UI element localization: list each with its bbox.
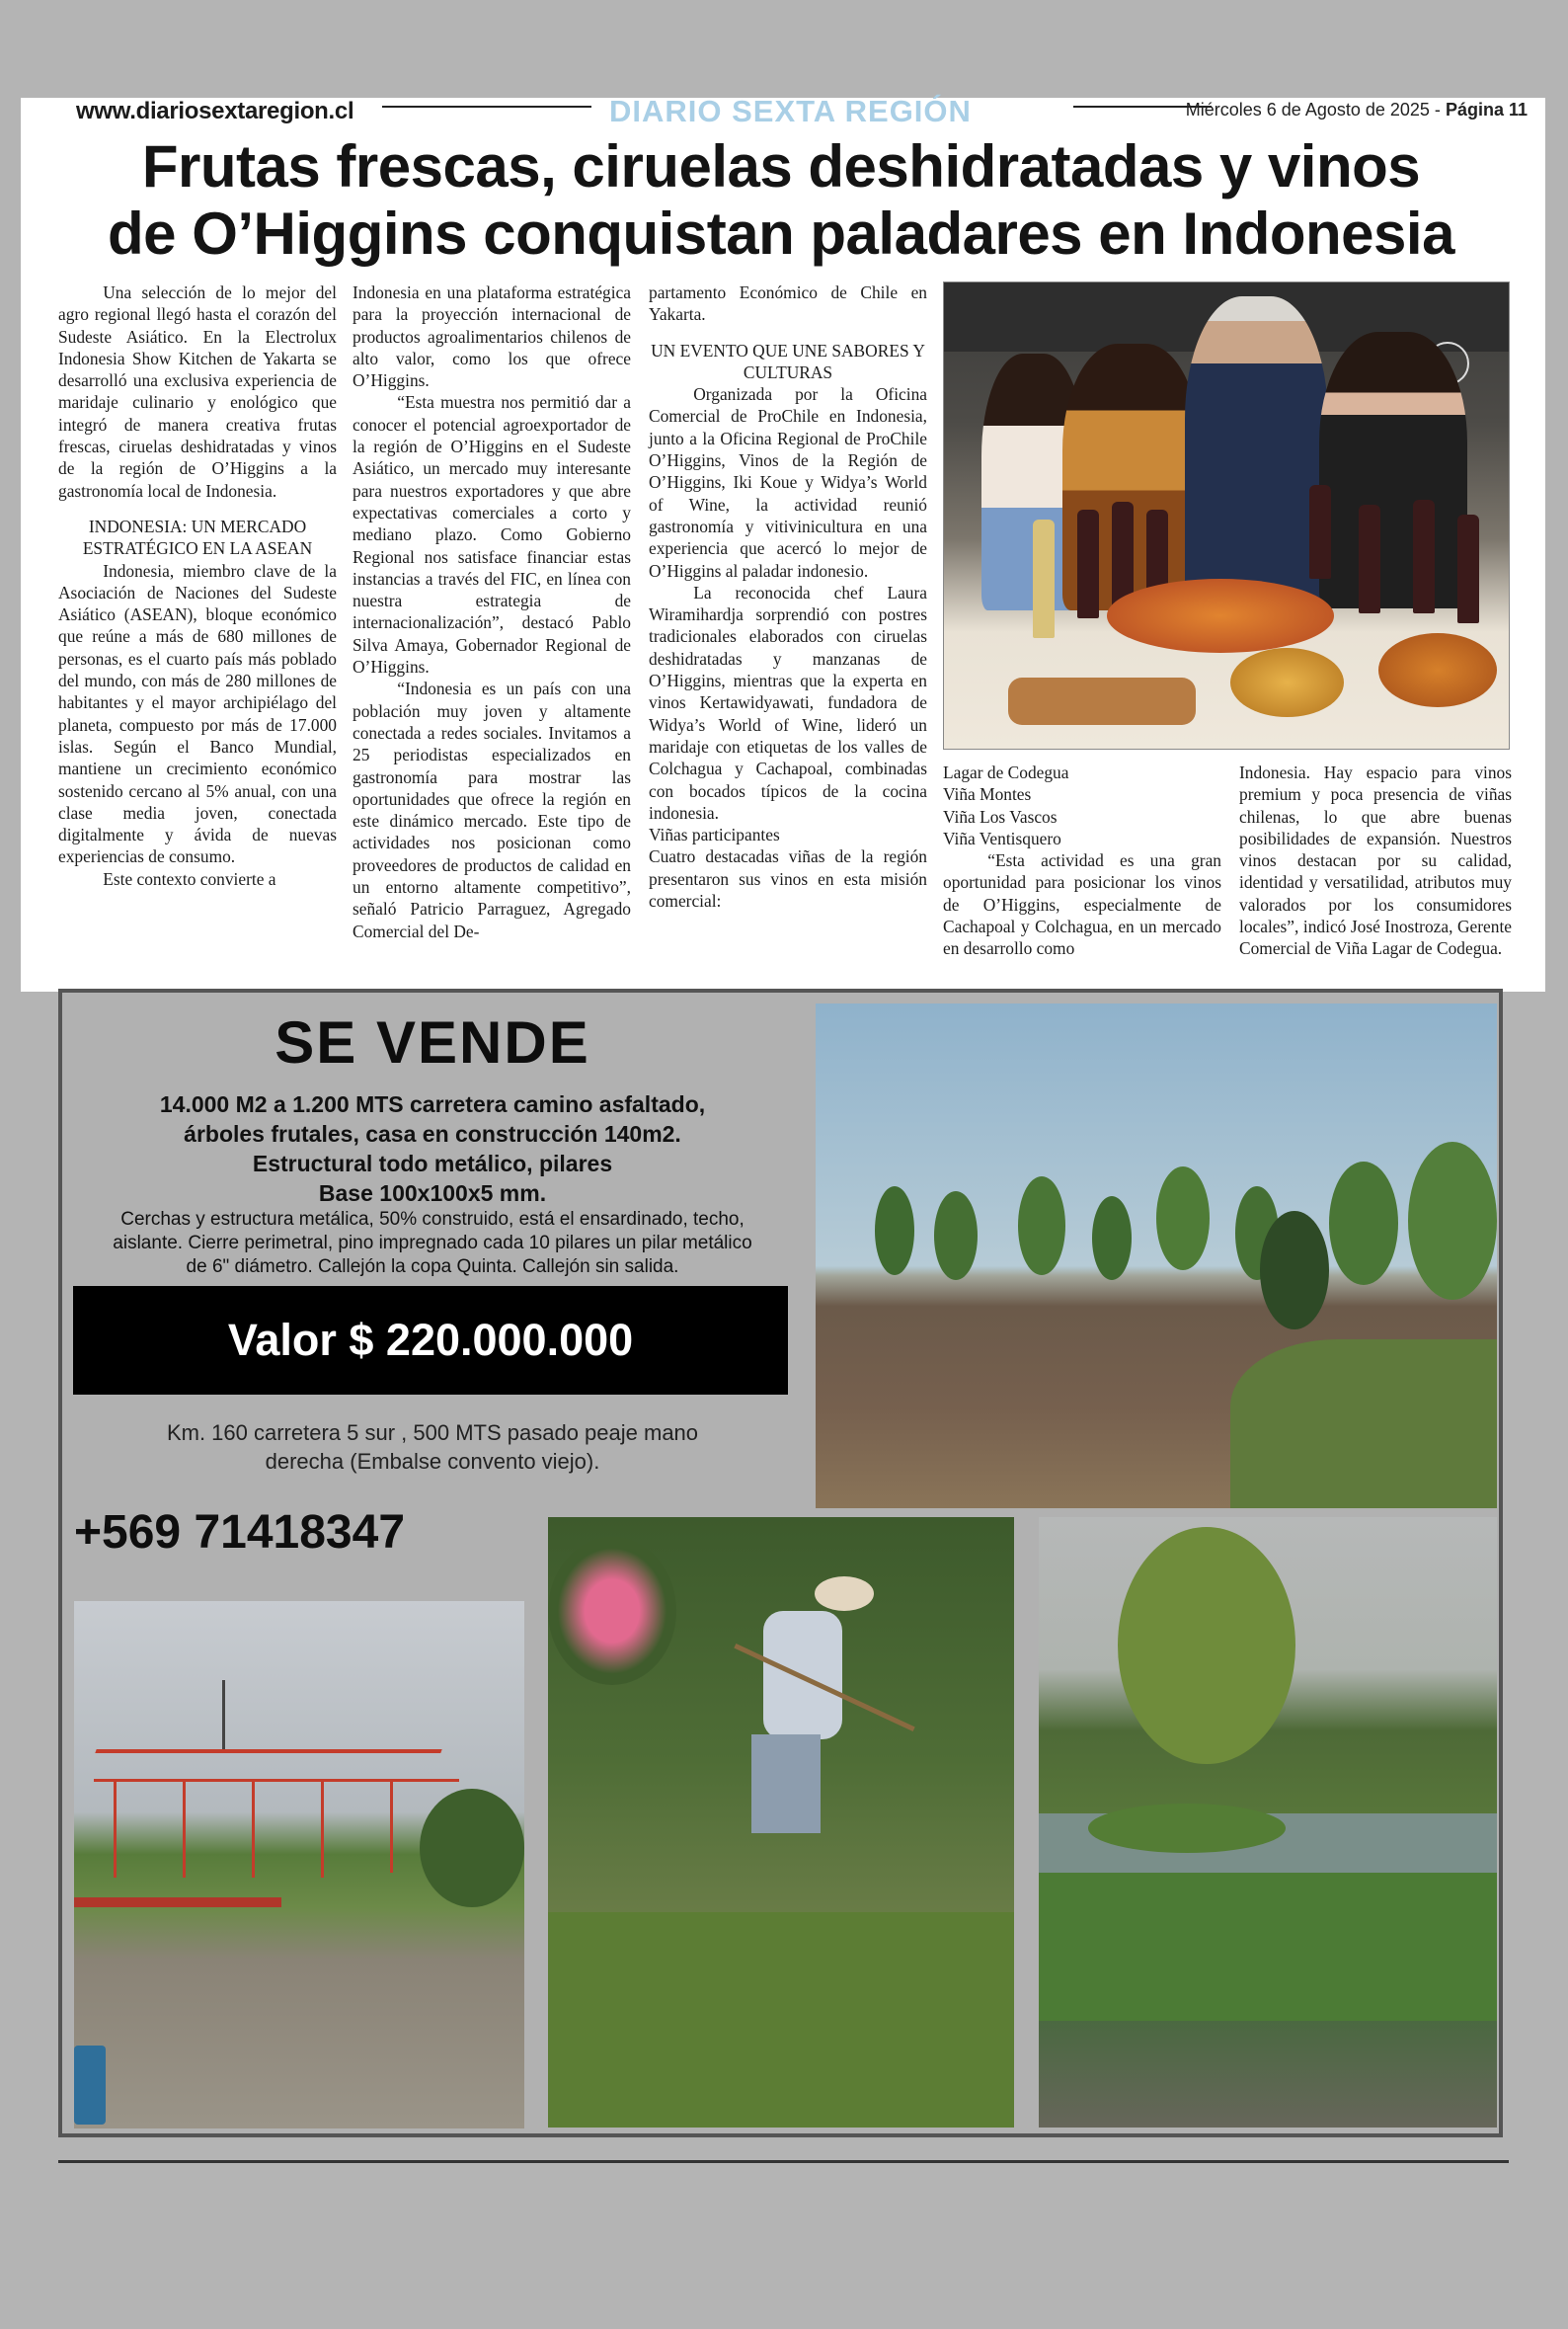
paragraph: Indonesia, miembro clave de la Asociación de Naciones del Sudeste Asiático (ASEAN), bloque económico que reúne a más de 680 millones de personas, es el cuarto país más poblado del mundo, con más de 280 millones de habitantes y el mayor archipiélago del planeta, compuesto por más de 17.000 islas. Según el Banco Mundial, mantiene un crecimiento económico sostenido cercano al 5% anual, con una clase media joven, conectada digitalmente y ávida de nuevas experiencias de consumo. [58,560,337,867]
price-box: Valor $ 220.000.000 [73,1286,788,1395]
ad-title: SE VENDE [274,1009,590,1076]
paragraph: La reconocida chef Laura Wiramihardja sorprendió con postres tradicionales elaborados con ciruelas deshidratadas y manzanas de O’Higgins, mientras que la experta en vinos Kertawidyawati, fundadora de Widya’s World of Wine, lideró un maridaje con etiquetas de los valles de Colchagua y Cachapoal, combinadas con bocados típicos de la cocina indonesia. [649,582,927,823]
masthead [56,94,1528,137]
paragraph: Cuatro destacadas viñas de la región presentaron sus vinos en esta misión comercial: [649,846,927,912]
ad-location-line: Km. 160 carretera 5 sur , 500 MTS pasado peaje mano [166,1420,699,1445]
ad-description-line: árboles frutales, casa en construcción 140m2. [184,1121,681,1147]
paragraph: “Esta actividad es una gran oportunidad para posicionar los vinos de O’Higgins, especialmente de Cachapoal y Colchagua, en un mercado en desarrollo como [943,850,1221,959]
issue-date [1186,100,1528,120]
ad-description [62,1089,803,1208]
field-photo [816,1004,1497,1508]
article-column-4 [943,762,1221,960]
paragraph: Organizada por la Oficina Comercial de ProChile en Indonesia, junto a la Oficina Regional de ProChile O’Higgins, Vinos de la Región de O’Higgins, Iki Koue y Widya’s World of Wine, la actividad reunió gastronomía y vitivinicultura en una experiencia que acercó lo mejor de O’Higgins al paladar indonesio. [649,384,927,581]
paragraph: Una selección de lo mejor del agro regional llegó hasta el corazón del Sudeste Asiático. En la Electrolux Indonesia Show Kitchen de Yakarta se desarrolló una exclusiva experiencia de maridaje culinario y enológico que integró de manera creativa frutas frescas, ciruelas deshidratadas y vinos de la región de O’Higgins a la gastronomía local de Indonesia. [58,282,337,501]
page-number: Página 11 [1445,100,1528,120]
newspaper-brand: DIARIO SEXTA REGIÓN [609,94,972,128]
ad-description-line: Estructural todo metálico, pilares [252,1151,613,1176]
article-column-1 [58,281,337,890]
ad-details [62,1208,803,1279]
article-headline [60,133,1502,268]
newspaper-page [21,94,1545,992]
pond-garden-photo [1039,1517,1497,2128]
subheading: INDONESIA: UN MERCADO ESTRATÉGICO EN LA ASEAN [82,516,313,559]
subheading: UN EVENTO QUE UNE SABORES Y CULTURAS [651,340,925,382]
article-column-2 [353,281,631,942]
article-column-3 [649,281,927,912]
winery-item: Viña Montes [943,784,1032,805]
headline-line-1: Frutas frescas, ciruelas deshidratadas y vinos [141,133,1421,200]
ad-description-line: Base 100x100x5 mm. [318,1180,547,1206]
paragraph: Este contexto convierte a [103,868,276,889]
article-photo [943,281,1510,750]
ad-detail-line: Cerchas y estructura metálica, 50% construido, está el ensardinado, techo, [120,1209,745,1230]
winery-item: Viña Los Vascos [943,806,1058,827]
page-divider [58,2160,1509,2163]
issue-date-text: Miércoles 6 de Agosto de 2025 - [1185,100,1446,120]
ad-detail-line: aislante. Cierre perimetral, pino impregnado cada 10 pilares un pilar metálico [113,1233,752,1253]
paragraph: “Indonesia es un país con una población muy joven y altamente conectada a redes sociales. Invitamos a 25 periodistas especializados en gastronomía para mostrar las oportunidades que ofrece la región en este dinámico mercado. Este tipo de actividades nos posicionan como proveedores de productos de calidad en un entorno altamente competitivo”, señaló Patricio Parraguez, Agregado Comercial del De- [353,679,631,941]
paragraph: Indonesia. Hay espacio para vinos premium y poca presencia de viñas chilenas, lo que abre buenas posibilidades de expansión. Nuestros vinos destacan por su calidad, identidad y versatilidad, atributos muy valorados por los consumidores locales”, indicó José Inostroza, Gerente Comercial de Viña Lagar de Codegua. [1239,763,1512,959]
winery-item: Lagar de Codegua [943,763,1069,782]
paragraph: partamento Económico de Chile en Yakarta. [649,282,927,325]
site-url[interactable]: www.diariosextaregion.cl [76,98,354,124]
paragraph: Indonesia en una plataforma estratégica para la proyección internacional de productos agroalimentarios chilenos de alto valor, como los que ofrece O’Higgins. [353,282,631,391]
headline-line-2: de O’Higgins conquistan paladares en Indonesia [108,201,1454,267]
classified-ad [58,989,1503,2137]
article-column-5 [1239,762,1512,960]
metal-structure-photo [74,1601,524,2128]
ad-location-line: derecha (Embalse convento viejo). [265,1449,600,1474]
ad-description-line: 14.000 M2 a 1.200 MTS carretera camino asfaltado, [159,1091,706,1117]
list-title: Viñas participantes [649,825,780,845]
gardener-photo [548,1517,1014,2128]
ad-location [62,1418,803,1476]
ad-detail-line: de 6" diámetro. Callejón la copa Quinta. Callejón sin salida. [186,1256,679,1277]
paragraph: “Esta muestra nos permitió dar a conocer el potencial agroexportador de la región de O’Higgins en el Sudeste Asiático, un mercado muy interesante para nuestros exportadores y que abre expectativas comerciales a corto y mediano plazo. Como Gobierno Regional nos satisface financiar estas instancias a través del FIC, en línea con nuestra estrategia de internacionalización”, destacó Pablo Silva Amaya, Gobernador Regional de O’Higgins. [353,392,631,678]
contact-phone[interactable]: +569 71418347 [74,1506,406,1559]
winery-item: Viña Ventisquero [943,828,1061,848]
masthead-rule-left [382,106,591,108]
